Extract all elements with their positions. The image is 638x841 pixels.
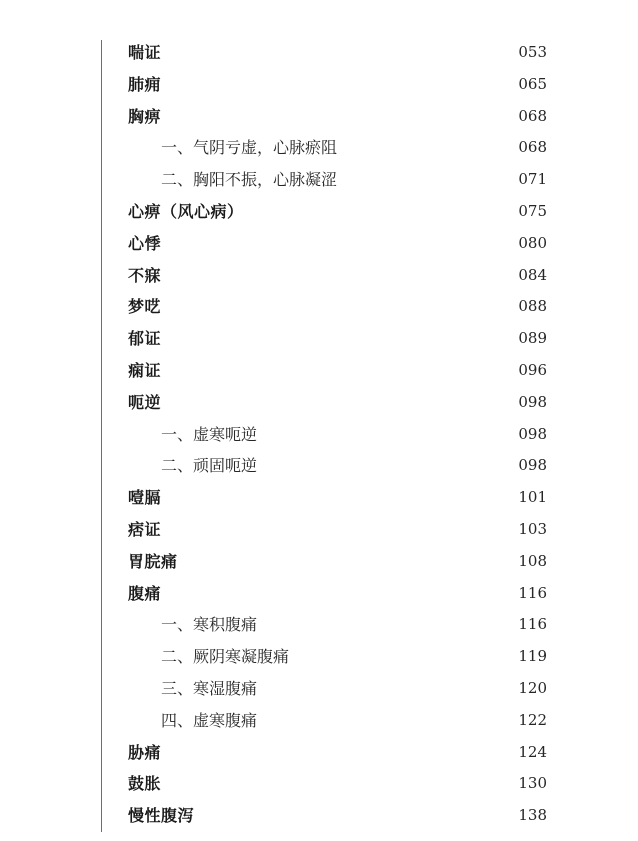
toc-entry-title: 一、气阴亏虚，心脉瘀阻: [161, 138, 338, 158]
toc-entry: [0, 450, 638, 482]
toc-entry-page: 116: [518, 583, 547, 602]
toc-entry-page: 053: [518, 43, 547, 61]
toc-entry: [0, 228, 638, 260]
toc-entry-page: 116: [518, 615, 547, 634]
toc-entry-page: 065: [518, 74, 547, 93]
toc-entry-title: 喘证: [128, 43, 162, 62]
toc-entry: [0, 69, 638, 101]
toc-entry-page: 098: [518, 392, 547, 411]
toc-entry: [0, 800, 638, 832]
toc-entry-title: 慢性腹泻: [128, 806, 195, 826]
toc-entry-title: 二、顽固呃逆: [161, 456, 258, 476]
toc-entry-title: 胃脘痛: [128, 551, 178, 571]
toc-entry-page: 080: [518, 233, 547, 252]
table-of-contents: [0, 37, 638, 832]
toc-entry: [0, 291, 638, 323]
toc-entry: [0, 705, 638, 737]
toc-entry: [0, 768, 638, 800]
toc-entry-page: 130: [518, 774, 547, 793]
toc-entry-page: 122: [518, 710, 547, 729]
toc-entry-page: 089: [518, 329, 547, 348]
toc-entry-title: 不寐: [128, 265, 162, 285]
toc-entry: [0, 355, 638, 387]
toc-entry-page: 138: [518, 806, 547, 825]
toc-entry-title: 呃逆: [128, 392, 162, 412]
toc-entry: [0, 132, 638, 164]
toc-entry-title: 鼓胀: [128, 774, 162, 794]
toc-entry-title: 噎膈: [128, 488, 162, 508]
toc-entry-title: 二、厥阴寒凝腹痛: [161, 647, 290, 667]
toc-entry-title: 一、寒积腹痛: [161, 615, 258, 635]
toc-entry-title: 郁证: [128, 329, 162, 349]
toc-entry: [0, 514, 638, 546]
toc-entry-title: 胸痹: [128, 106, 162, 126]
toc-entry-page: 098: [518, 456, 547, 475]
toc-entry: [0, 101, 638, 133]
toc-entry: [0, 196, 638, 228]
toc-entry-title: 腹痛: [128, 583, 162, 603]
toc-entry: [0, 387, 638, 419]
toc-entry-title: 痞证: [128, 519, 162, 539]
toc-entry-title: 一、虚寒呃逆: [161, 424, 258, 444]
toc-entry: [0, 482, 638, 514]
toc-entry-page: 068: [518, 138, 547, 157]
toc-entry: [0, 164, 638, 196]
toc-entry-title: 痫证: [128, 360, 162, 380]
toc-entry-title: 肺痈: [128, 74, 162, 94]
toc-entry-title: 胁痛: [128, 742, 162, 762]
toc-entry-title: 心悸: [128, 233, 162, 253]
toc-entry: [0, 260, 638, 292]
toc-entry: [0, 546, 638, 578]
toc-entry-page: 108: [518, 551, 547, 570]
toc-entry-page: 075: [518, 201, 547, 220]
toc-entry-page: 098: [518, 424, 547, 443]
toc-entry-title: 四、虚寒腹痛: [161, 710, 258, 730]
toc-entry-title: 三、寒湿腹痛: [161, 678, 258, 698]
toc-entry: [0, 641, 638, 673]
toc-entry: [0, 737, 638, 769]
toc-entry: [0, 609, 638, 641]
toc-entry-page: 088: [518, 297, 547, 316]
toc-entry-page: 120: [518, 678, 547, 697]
toc-entry: [0, 673, 638, 705]
toc-entry-page: 084: [518, 265, 547, 284]
toc-entry-page: 119: [518, 647, 547, 666]
toc-entry: [0, 578, 638, 610]
toc-entry: [0, 323, 638, 355]
toc-entry-page: 071: [518, 170, 547, 189]
toc-entry-title: 二、胸阳不振，心脉凝涩: [161, 170, 338, 190]
toc-entry-page: 124: [518, 742, 547, 761]
toc-entry-page: 103: [518, 519, 547, 538]
toc-entry-title: 心痹（风心病）: [128, 201, 244, 221]
toc-entry-title: 梦呓: [128, 297, 162, 317]
toc-entry-page: 101: [518, 488, 547, 507]
toc-entry-page: 096: [518, 360, 547, 379]
toc-entry: [0, 37, 638, 69]
toc-entry-page: 068: [518, 106, 547, 125]
toc-entry: [0, 419, 638, 451]
